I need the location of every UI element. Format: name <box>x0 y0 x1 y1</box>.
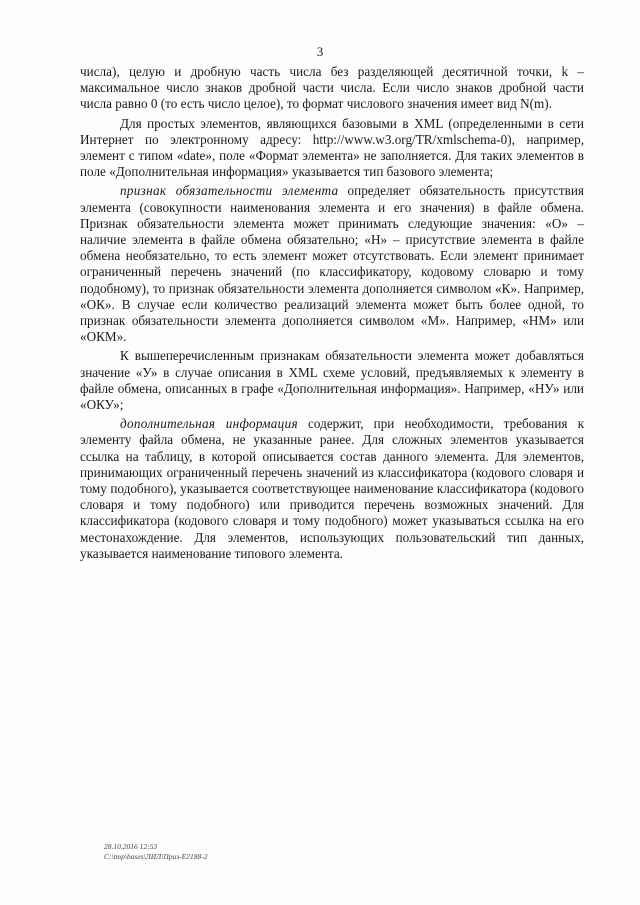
paragraph-number-format: числа), целую и дробную часть числа без разделяющей десятичной точки, k – максимальное число знаков дробной части числа. Если число знаков дробной части числа равно 0 (то есть число целое), то формат числового значения имеет вид N(m). <box>80 64 584 112</box>
page-number: 3 <box>316 44 324 59</box>
term-required-attribute: признак обязательности элемента <box>120 183 339 199</box>
paragraph-required-attribute <box>80 183 584 345</box>
paragraph-conditional-value: К вышеперечисленным признакам обязательности элемента может добавляться значение «У» в случае описания в XML схеме условий, предъявляемых к элементу в файле обмена, описанных в графе «Дополнительная информация». Например, «НУ» или «ОКУ»; <box>80 348 584 413</box>
print-footer <box>104 842 208 862</box>
paragraph-additional-info-text: содержит, при необходимости, требования к элементу файла обмена, не указанные ранее. Для сложных элементов указывается ссылка на таблицу, в которой описывается состав данного элемента. Для элементов, принимающих ограниченный перечень значений из классификатора (кодового словаря и тому подобного), указывается соответствующее наименование классификатора (кодового словаря и тому подобного) или приводится перечень возможных значений. Для классификатора (кодового словаря и тому подобного) может указываться ссылка на его местонахождение. Для элементов, использующих пользовательский тип данных, указывается наименование типового элемента. <box>80 416 584 561</box>
paragraph-additional-info <box>80 416 584 562</box>
term-additional-info: дополнительная информация <box>120 416 298 432</box>
paragraph-required-attribute-text: определяет обязательность присутствия элемента (совокупности наименования элемента и его значения) в файле обмена. Признак обязательности элемента может принимать следующие значения: «О» – наличие элемента в файле обмена обязательно; «Н» – присутствие элемента в файле обмена необязательно, то есть элемент может отсутствовать. Если элемент принимает ограниченный перечень значений (по классификатору, кодовому словарю и тому подобному), то признак обязательности элемента дополняется символом «К». Например, «ОК». В случае если количество реализаций элемента может быть более одной, то признак обязательности элемента дополняется символом «М». Например, «НМ» или «ОКМ». <box>80 183 584 345</box>
paragraph-simple-elements: Для простых элементов, являющихся базовыми в XML (определенными в сети Интернет по электронному адресу: http://www.w3.org/TR/xmlschema-0), например, элемент с типом «date», поле «Формат элемента» не заполняется. Для таких элементов в поле «Дополнительная информация» указывается тип базового элемента; <box>80 115 584 180</box>
footer-file-path: C:\tmp\bases\ЛИЛ\Приз-E2188-2 <box>104 852 208 861</box>
footer-timestamp: 28.10.2016 12:53 <box>104 842 158 851</box>
body-text <box>80 64 584 562</box>
